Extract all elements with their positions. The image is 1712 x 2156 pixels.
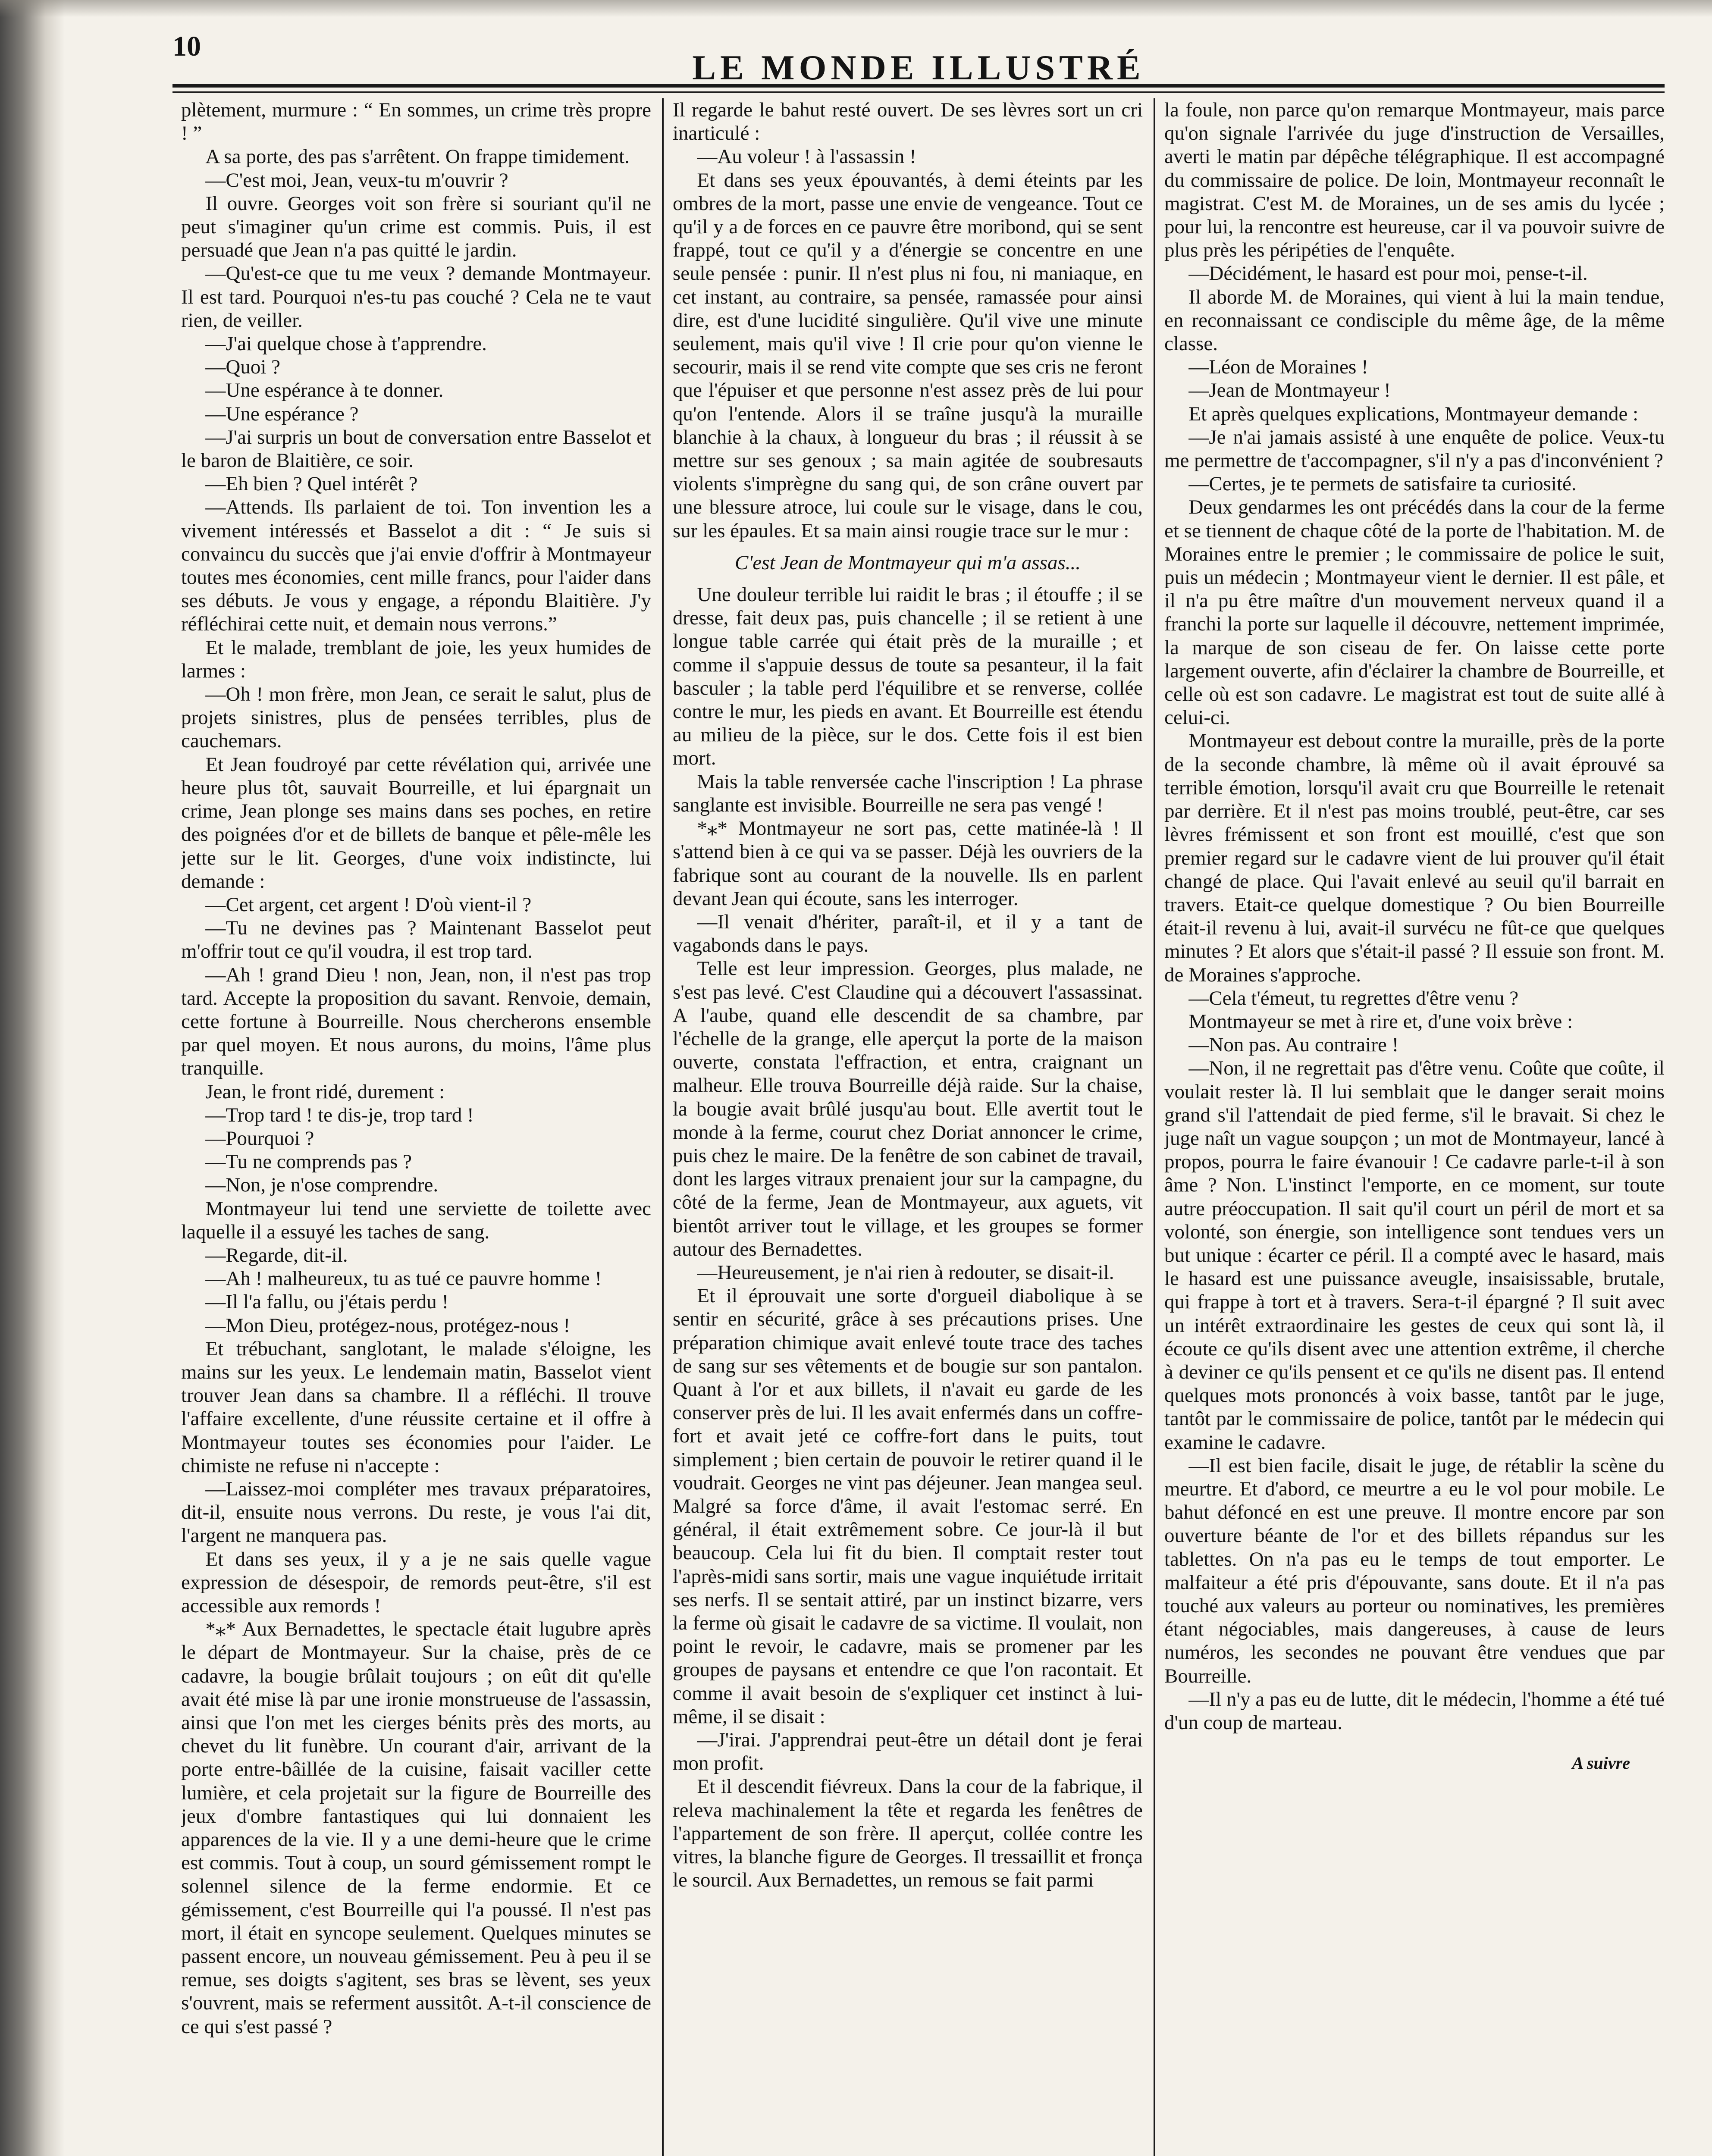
article-paragraph: —Cet argent, cet argent ! D'où vient-il ? (205, 893, 532, 916)
article-paragraph: Il regarde le bahut resté ouvert. De ses lèvres sort un cri inarticulé : (673, 99, 1143, 145)
scanned-page-top-edge (0, 0, 1712, 17)
article-paragraph: —Qu'est-ce que tu me veux ? demande Montmayeur. Il est tard. Pourquoi n'es-tu pas couché ? Cela ne te vaut rien, de veiller. (181, 262, 651, 332)
article-paragraph: —Mon Dieu, protégez-nous, protégez-nous ! (205, 1314, 571, 1337)
article-paragraph: plètement, murmure : “ En sommes, un crime très propre ! ” (181, 99, 651, 145)
column-3 (1164, 98, 1665, 2156)
article-paragraph: Et il éprouvait une sorte d'orgueil diabolique à se sentir en sécurité, grâce à ses précautions prises. Une préparation chimique avait enlevé toute trace des taches de sang sur ses vêtements et de bougie sur son pantalon. Quant à l'or et aux billets, il n'avait eu garde de les conserver près de lui. Il les avait enfermés dans un coffre-fort et avait jeté ce coffre-fort dans le puits, tout simplement ; bien certain de pouvoir le retirer quand il le voudrait. Georges ne vint pas déjeuner. Jean mangea seul. Malgré sa force d'âme, il avait l'estomac serré. En général, il était extrêmement sobre. Ce jour-là il but beaucoup. Cela lui fit du bien. Il comptait rester tout l'après-midi sans sortir, mais une vague inquiétude irritait ses nerfs. Il se sentait attiré, par un instinct bizarre, vers la ferme où gisait le cadavre de sa victime. Il voulait, non point le revoir, le cadavre, mais se promener par les groupes de paysans et entendre ce que l'on racontait. Et comme il avait besoin de s'expliquer cet instinct à lui-même, il se disait : (673, 1285, 1143, 1728)
article-paragraph: —Non, il ne regrettait pas d'être venu. Coûte que coûte, il voulait rester là. Il lui semblait que le danger serait moins grand s'il l'attendait de pied ferme, s'il le bravait. Si chez le juge naît un vague soupçon ; un mot de Montmayeur, lancé à propos, pourra le faire évanouir ! Ce cadavre parle-t-il à son âme ? Non. L'instinct l'emporte, en ce moment, sur toute autre préoccupation. Il sait qu'il court un péril de mort et sa volonté, son énergie, son intelligence sont tendues vers un but unique : écarter ce péril. Il a compté avec le hasard, mais le hasard est une puissance aveugle, insaisissable, brutale, qui frappe à tort et à travers. Sera-t-il épargné ? Il suit avec un intérêt extraordinaire les gestes de ceux qui sont là, il écoute ce qu'ils disent avec une attention extrême, il cherche à deviner ce qu'ils pensent et ce qu'ils ne disent pas. Il entend quelques mots prononcés à voix basse, tantôt par le juge, tantôt par le commissaire de police, tantôt par le médecin qui examine le cadavre. (1164, 1057, 1665, 1454)
article-paragraph: —Non, je n'ose comprendre. (205, 1174, 439, 1197)
article-paragraph: —Léon de Moraines ! (1188, 356, 1368, 379)
article-paragraph: —J'ai surpris un bout de conversation entre Basselot et le baron de Blaitière, ce soir. (181, 426, 651, 472)
article-paragraph: —Eh bien ? Quel intérêt ? (205, 473, 418, 495)
article-paragraph: —Quoi ? (205, 356, 281, 379)
article-paragraph: —Décidément, le hasard est pour moi, pense-t-il. (1188, 262, 1588, 285)
article-paragraph: —Certes, je te permets de satisfaire ta curiosité. (1188, 473, 1577, 495)
article-paragraph: *⁎* Aux Bernadettes, le spectacle était lugubre après le départ de Montmayeur. Sur la chaise, près de ce cadavre, la bougie brûlait toujours ; on eût dit qu'elle avait été mise là par une ironie monstrueuse de l'assassin, ainsi que l'on met les cierges bénits près des morts, au chevet du lit funèbre. Un courant d'air, arrivant de la porte entre-bâillée de la cuisine, faisait vaciller cette lumière, et cela projetait sur la figure de Bourreille des jeux d'ombre fantastiques qui lui donnaient les apparences de la vie. Il y a une demi-heure que le crime est commis. Tout à coup, un sourd gémissement rompt le solennel silence de la ferme endormie. Et ce gémissement, c'est Bourreille qui l'a poussé. Il n'est pas mort, il était en syncope seulement. Quelques minutes se passent encore, un nouveau gémissement. Peu à peu il se remue, ses doigts s'agitent, ses bras se lèvent, ses yeux s'ouvrent, mais se referment aussitôt. A-t-il conscience de ce qui s'est passé ? (181, 1618, 651, 2038)
article-paragraph: A sa porte, des pas s'arrêtent. On frappe timidement. (205, 145, 630, 168)
page-number: 10 (172, 31, 201, 62)
article-paragraph: Et le malade, tremblant de joie, les yeux humides de larmes : (181, 636, 651, 682)
article-paragraph: —Jean de Montmayeur ! (1188, 379, 1391, 402)
column-divider (1154, 98, 1155, 2156)
article-paragraph: Et après quelques explications, Montmayeur demande : (1188, 402, 1639, 425)
article-paragraph: —Il venait d'hériter, paraît-il, et il y a tant de vagabonds dans le pays. (673, 910, 1143, 957)
column-2 (673, 98, 1143, 2156)
article-paragraph: —Cela t'émeut, tu regrettes d'être venu ? (1188, 987, 1519, 1009)
article-paragraph: Telle est leur impression. Georges, plus malade, ne s'est pas levé. C'est Claudine qui a découvert l'assassinat. A l'aube, quand elle descendit de sa chambre, par l'échelle de la grange, elle aperçut la porte de la maison ouverte, constata l'effraction, et entra, craignant un malheur. Elle trouva Bourreille déjà raide. Sur la chaise, la bougie avait brûlé jusqu'au bout. Elle avertit tout le monde à la ferme, courut chez Doriat annoncer le crime, puis chez le maire. De la fenêtre de son cabinet de travail, dont les larges vitraux prenaient jour sur la campagne, du côté de la ferme, Jean de Montmayeur, aux aguets, vit bientôt arriver tout le village, et les groupes se former autour des Bernadettes. (673, 957, 1143, 1260)
article-paragraph: Montmayeur se met à rire et, d'une voix brève : (1188, 1010, 1573, 1033)
article-paragraph: —Il l'a fallu, ou j'étais perdu ! (205, 1291, 449, 1313)
article-paragraph: —Il est bien facile, disait le juge, de rétablir la scène du meurtre. Et d'abord, ce meurtre a eu le vol pour mobile. Le bahut défoncé en est une preuve. Il montre encore par son ouverture béante de l'or et des billets répandus sur les tablettes. On n'a pas eu le temps de tout emporter. Le malfaiteur a été pris d'épouvante, sans doute. Et il n'a pas touché aux valeurs au porteur ou nominatives, les premières étant négociables, mais dangereuses, à cause de leurs numéros, les secondes ne pouvant être vendues que par Bourreille. (1164, 1454, 1665, 1687)
header-rule-thin (172, 91, 1665, 93)
blood-inscription: C'est Jean de Montmayeur qui m'a assas... (734, 551, 1081, 574)
journal-title: LE MONDE ILLUSTRÉ (692, 48, 1145, 87)
column-divider (662, 98, 664, 2156)
article-paragraph: Montmayeur lui tend une serviette de toilette avec laquelle il a essuyé les taches de sang. (181, 1197, 651, 1243)
article-paragraph: Mais la table renversée cache l'inscription ! La phrase sanglante est invisible. Bourreille ne sera pas vengé ! (673, 770, 1143, 816)
article-paragraph: —J'irai. J'apprendrai peut-être un détail dont je ferai mon profit. (673, 1729, 1143, 1775)
article-paragraph: Deux gendarmes les ont précédés dans la cour de la ferme et se tiennent de chaque côté de la porte de l'habitation. M. de Moraines entre le premier ; le commissaire de police le suit, puis un médecin ; Montmayeur vient le dernier. Il est pâle, et il n'a pu être maître d'un mouvement nerveux quand il a franchi la porte sur laquelle il découvre, nettement imprimée, la marque de son ciseau de fer. On laisse cette porte largement ouverte, afin d'éclairer la chambre de Bourreille, et celle où est son cadavre. Le magistrat est tout de suite allé à celui-ci. (1164, 496, 1665, 729)
article-paragraph: Montmayeur est debout contre la muraille, près de la porte de la seconde chambre, là même où il avait éprouvé sa terrible émotion, lorsqu'il avait cru que Bourreille le retenait par derrière. Et il n'est pas moins troublé, peut-être, car ses lèvres frémissent et son front est mouillé, c'est que son premier regard sur le cadavre vient de lui prouver qu'il était changé de place. Qui l'avait enlevé au seuil qu'il barrait en travers. Etait-ce quelque domestique ? Ou bien Bourreille était-il revenu à lui, avait-il survécu ne fût-ce que quelques minutes ? Et alors que s'était-il passé ? Il essuie son front. M. de Moraines s'approche. (1164, 730, 1665, 986)
header-rule (172, 84, 1665, 88)
article-paragraph: —Oh ! mon frère, mon Jean, ce serait le salut, plus de projets sinistres, plus de pensées terribles, plus de cauchemars. (181, 683, 651, 752)
article-paragraph: —Tu ne devines pas ? Maintenant Basselot peut m'offrir tout ce qu'il voudra, il est trop tard. (181, 917, 651, 963)
article-paragraph: Jean, le front ridé, durement : (205, 1080, 445, 1103)
article-paragraph: Et trébuchant, sanglotant, le malade s'éloigne, les mains sur les yeux. Le lendemain matin, Basselot vient trouver Jean dans sa chambre. Il a réfléchi. Il trouve l'affaire excellente, d'une réussite certaine et il offre à Montmayeur toutes ses économies pour l'aider. Le chimiste ne refuse ni n'accepte : (181, 1337, 651, 1477)
article-paragraph: —Une espérance ? (205, 402, 359, 425)
article-paragraph: Et dans ses yeux, il y a je ne sais quelle vague expression de désespoir, de remords peut-être, s'il est accessible aux remords ! (181, 1548, 651, 1617)
column-1 (181, 98, 651, 2156)
article-paragraph: —Une espérance à te donner. (205, 379, 444, 402)
article-paragraph: Une douleur terrible lui raidit le bras ; il étouffe ; il se dresse, fait deux pas, puis chancelle ; il se retient à une longue table carrée qui était près de la muraille ; et comme il s'appuie dessus de toute sa pesanteur, il la fait basculer ; la table perd l'équilibre et se renverse, collée contre le mur, les pieds en avant. Et Bourreille est étendu au milieu de la pièce, sur le dos. Cette fois il est bien mort. (673, 583, 1143, 770)
article-paragraph: Il aborde M. de Moraines, qui vient à lui la main tendue, en reconnaissant ce condisciple du même âge, de la même classe. (1164, 285, 1665, 355)
continuation-note: A suivre (1572, 1753, 1630, 1773)
article-paragraph: —Trop tard ! te dis-je, trop tard ! (205, 1103, 474, 1126)
article-paragraph: la foule, non parce qu'on remarque Montmayeur, mais parce qu'on signale l'arrivée du juge d'instruction de Versailles, averti le matin par dépêche télégraphique. Il est accompagné du commissaire de police. De loin, Montmayeur reconnaît le magistrat. C'est M. de Moraines, un de ses amis du lycée ; pour lui, la rencontre est heureuse, car il va pouvoir suivre de plus près les péripéties de l'enquête. (1164, 99, 1665, 262)
article-paragraph: *⁎* Montmayeur ne sort pas, cette matinée-là ! Il s'attend bien à ce qui va se passer. Déjà les ouvriers de la fabrique sont au courant de la nouvelle. Ils en parlent devant Jean qui écoute, sans les interroger. (673, 817, 1143, 910)
article-paragraph: Et il descendit fiévreux. Dans la cour de la fabrique, il releva machinalement la tête et regarda les fenêtres de l'appartement de son frère. Il aperçut, collée contre les vitres, la blanche figure de Georges. Il tressaillit et fronça le sourcil. Aux Bernadettes, un remous se fait parmi (673, 1775, 1143, 1892)
page-header (172, 30, 1665, 87)
article-paragraph: —Regarde, dit-il. (205, 1244, 348, 1266)
article-paragraph: —J'ai quelque chose à t'apprendre. (205, 332, 487, 355)
article-paragraph: —Tu ne comprends pas ? (205, 1150, 412, 1173)
article-paragraph: —Non pas. Au contraire ! (1188, 1034, 1399, 1056)
article-paragraph: —Je n'ai jamais assisté à une enquête de police. Veux-tu me permettre de t'accompagner, s'il n'y a pas d'inconvénient ? (1164, 426, 1665, 472)
article-paragraph: Et Jean foudroyé par cette révélation qui, arrivée une heure plus tôt, sauvait Bourreille, et lui épargnait un crime, Jean plonge ses mains dans ses poches, en retire des poignées d'or et de billets de banque et pêle-mêle les jette sur le lit. Georges, d'une voix indistincte, lui demande : (181, 753, 651, 893)
article-paragraph: Et dans ses yeux épouvantés, à demi éteints par les ombres de la mort, passe une envie de vengeance. Tout ce qu'il y a de forces en ce pauvre être moribond, qui se sent frappé, tout ce qu'il y a d'énergie se concentre en une seule pensée : punir. Il n'est plus ni fou, ni maniaque, en cet instant, au contraire, sa pensée, ramassée pour ainsi dire, est d'une lucidité singulière. Qu'il vive une minute seulement, mais qu'il vive ! Il crie pour qu'on vienne le secourir, mais il se rend vite compte que ses cris ne feront que l'épuiser et que personne n'est assez près de lui pour qu'on l'entende. Alors il se traîne jusqu'à la muraille blanchie à la chaux, à longueur du bras ; il réussit à se mettre sur ses genoux ; sa main agitée de soubresauts violents s'imprègne du sang qui, de son crâne ouvert par une blessure atroce, lui coule sur le visage, dans le cou, sur les épaules. Et sa main ainsi rougie trace sur le mur : (673, 169, 1143, 542)
article-paragraph: —Attends. Ils parlaient de toi. Ton invention les a vivement intéressés et Basselot a dit : “ Je suis si convaincu du succès que j'ai envie d'offrir à Montmayeur toutes mes économies, cent mille francs, pour l'aider dans ses débuts. Je vous y engage, a répondu Blaitière. J'y réfléchirai cette nuit, et demain nous verrons.” (181, 496, 651, 636)
article-paragraph: —Laissez-moi compléter mes travaux préparatoires, dit-il, ensuite nous verrons. Du reste, je vous l'ai dit, l'argent ne manquera pas. (181, 1477, 651, 1547)
article-paragraph: —Il n'y a pas eu de lutte, dit le médecin, l'homme a été tué d'un coup de marteau. (1164, 1688, 1665, 1734)
article-paragraph: —Ah ! malheureux, tu as tué ce pauvre homme ! (205, 1267, 602, 1290)
article-paragraph: —Heureusement, je n'ai rien à redouter, se disait-il. (697, 1261, 1114, 1284)
article-paragraph: —C'est moi, Jean, veux-tu m'ouvrir ? (205, 169, 508, 191)
article-paragraph: —Pourquoi ? (205, 1127, 314, 1150)
article-paragraph: —Ah ! grand Dieu ! non, Jean, non, il n'est pas trop tard. Accepte la proposition du savant. Renvoie, demain, cette fortune à Bourreille. Nous chercherons ensemble par quel moyen. Et nous aurons, du moins, l'âme plus tranquille. (181, 963, 651, 1080)
scanned-page-edge (0, 0, 65, 2156)
article-paragraph: Il ouvre. Georges voit son frère si souriant qu'il ne peut s'imaginer qu'un crime est commis. Puis, il est persuadé que Jean n'a pas quitté le jardin. (181, 192, 651, 262)
article-paragraph: —Au voleur ! à l'assassin ! (697, 145, 916, 168)
